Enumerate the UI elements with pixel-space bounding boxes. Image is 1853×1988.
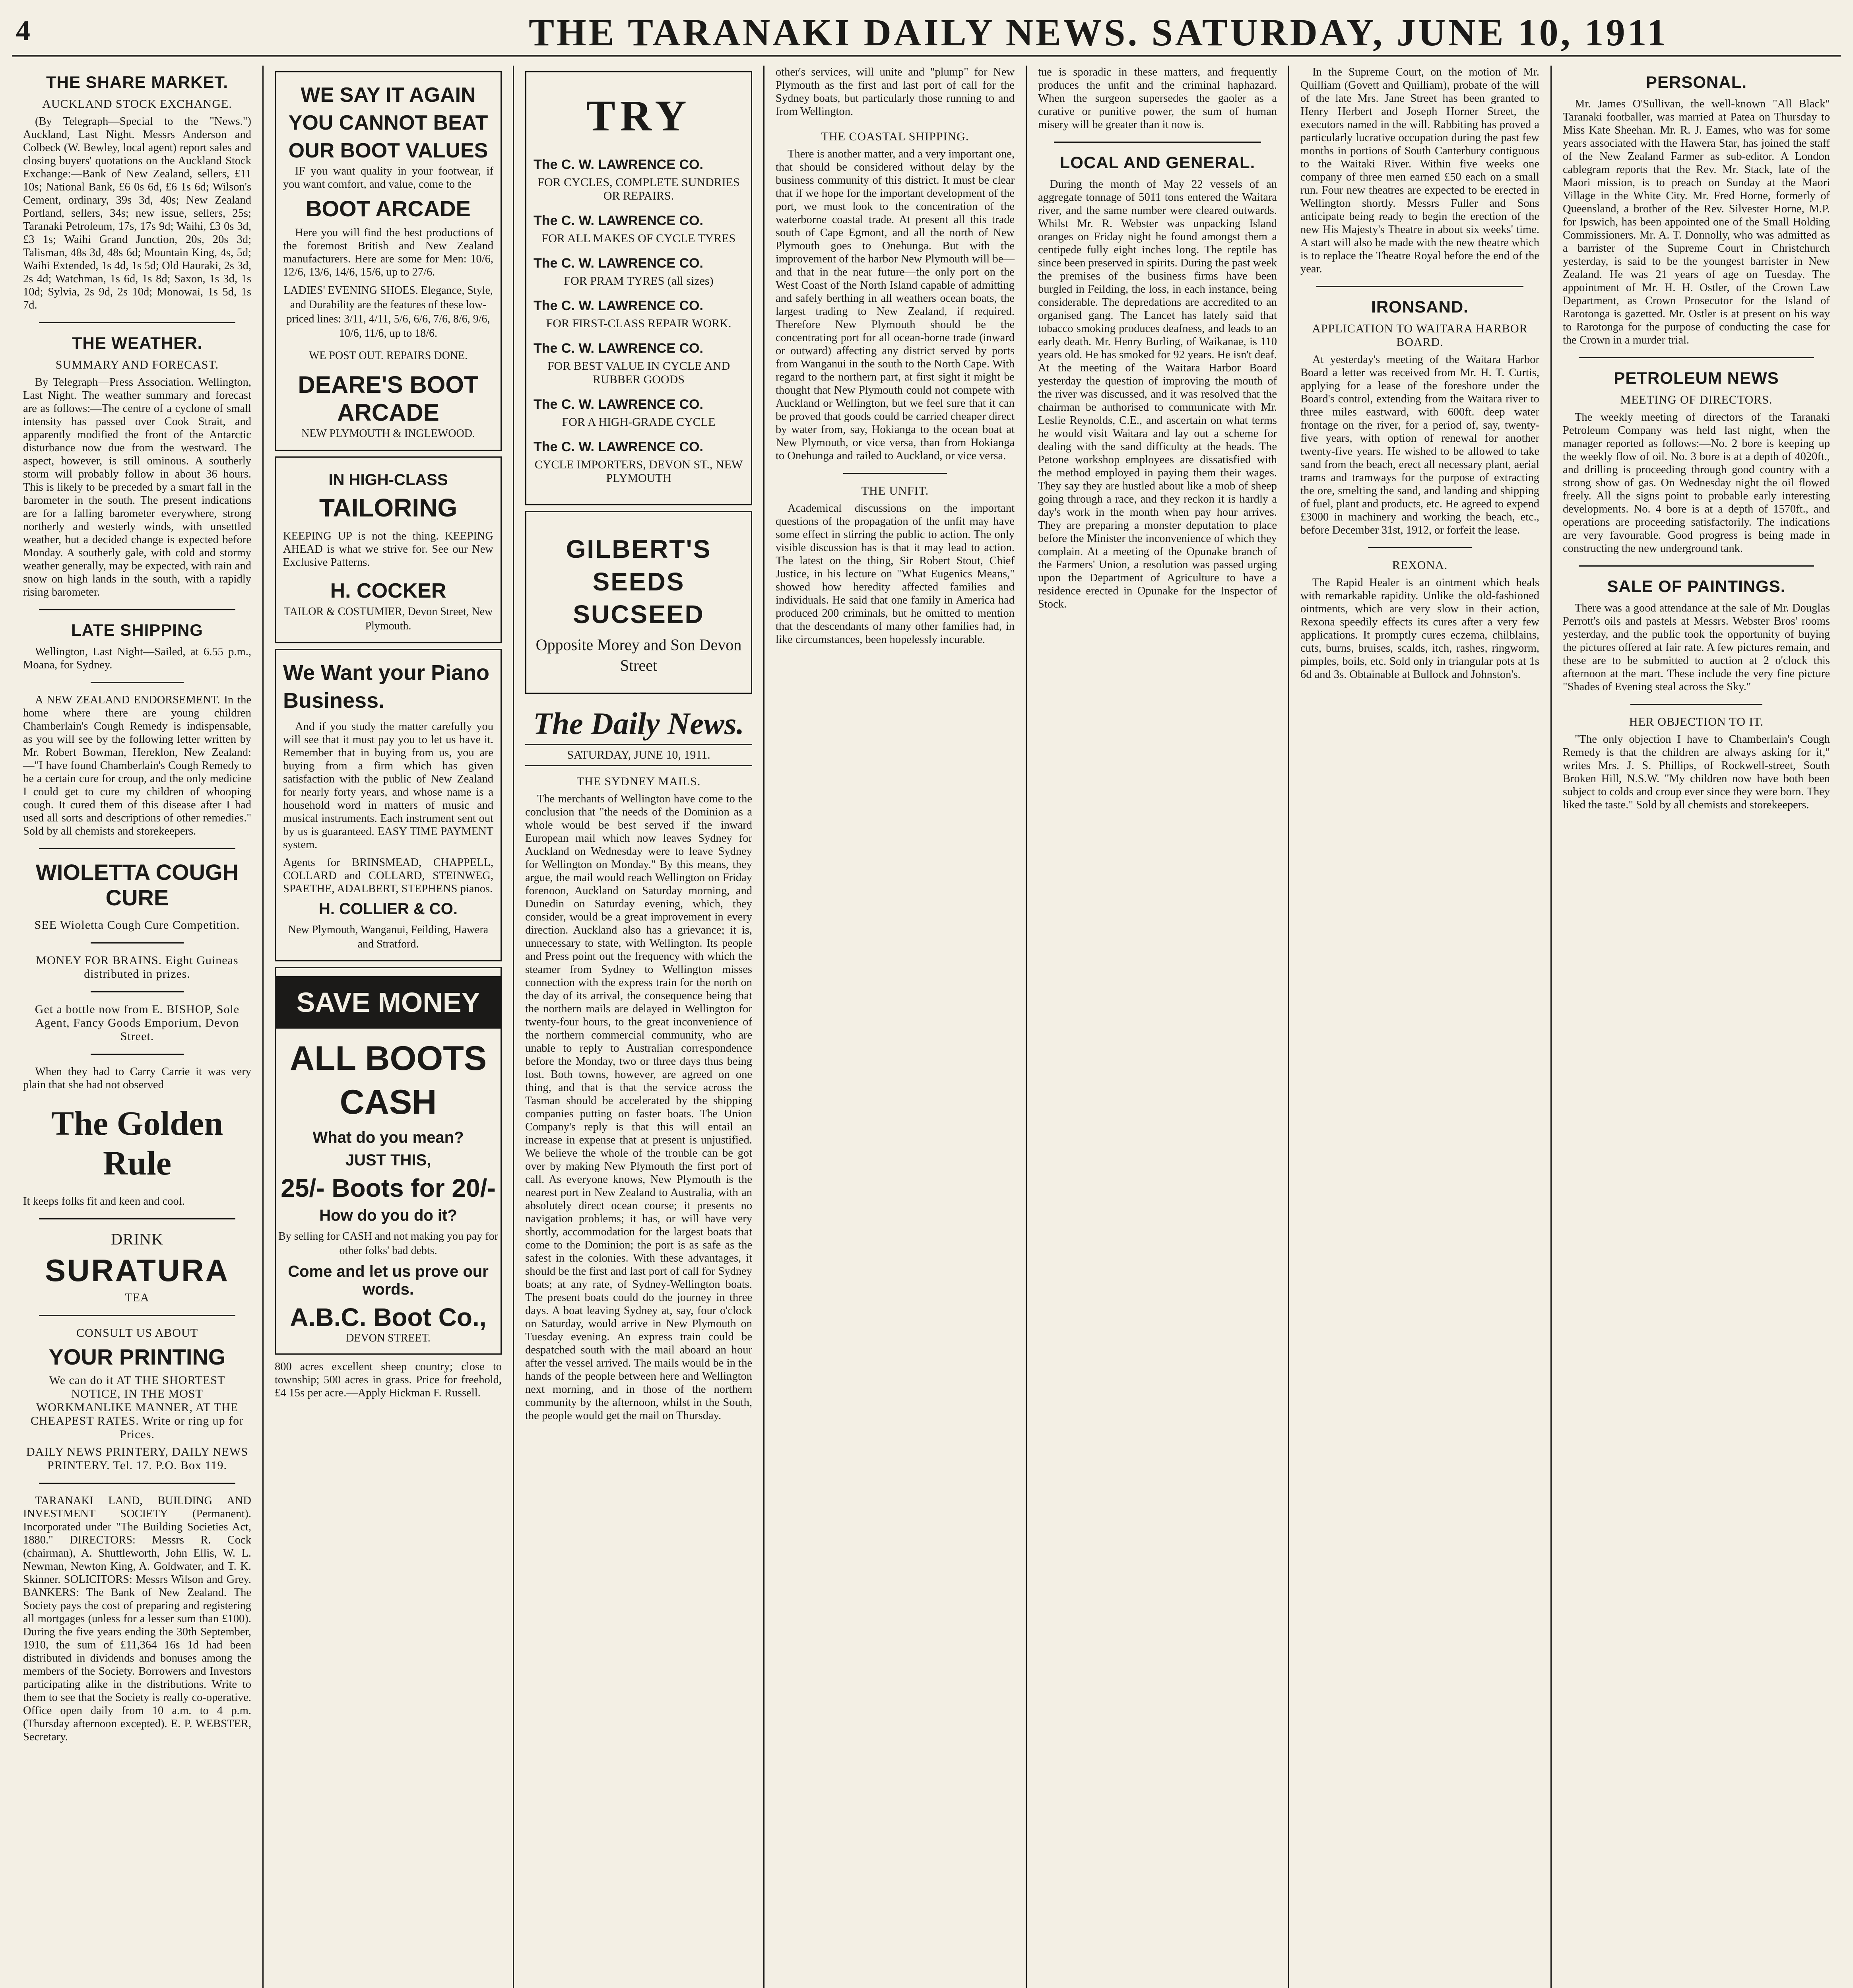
piano-agents: Agents for BRINSMEAD, CHAPPELL, COLLARD and COLLARD, STEINWEG, SPAETHE, ADALBERT, STEPHENS pianos. [283, 856, 493, 895]
bishop-agent: Get a bottle now from E. BISHOP, Sole Agent, Fancy Goods Emporium, Devon Street. [35, 1003, 240, 1043]
ironsand-heading: IRONSAND. [1371, 297, 1469, 316]
piano-ad [275, 649, 502, 961]
divider [1630, 704, 1762, 705]
daily-news-nameplate: The Daily News. [533, 706, 744, 741]
sell-for-cash: By selling for CASH and not making you pay for other folks' bad debts. [278, 1230, 498, 1257]
column-6 [1288, 66, 1550, 1988]
collier-subtitle: New Plymouth, Wanganui, Feilding, Hawera and Stratford. [288, 924, 489, 950]
late-shipping-heading: LATE SHIPPING [71, 621, 203, 639]
lawrence-item: FOR PRAM TYRES (all sizes) [564, 274, 714, 287]
piano-body: And if you study the matter carefully you will see that it must pay you to let us have it. Remember that in buying from us, you are buying from a firm which has given satisfaction with the public of New Zealand for nearly forty years, and whose name is a household word in matters of music and musical instruments. Each instrument sent out by us is guaranteed. EASY TIME PAYMENT system. [283, 720, 493, 851]
petroleum-body: The weekly meeting of directors of the Taranaki Petroleum Company was held last night, when the manager reported as follows:—No. 2 bore is keeping up the weekly flow of oil. No. 3 bore is at a depth of 4020ft., and drilling is proceeding through good country with a strong show of gas. On Wednesday night the oil flowed freely. All the signs point to probable early interesting developments. No. 4 bore is at a depth of 1570ft., and operations are proceeding satisfactorily. The indications are very favourable. Good progress is being made in constructing the new underground tank. [1563, 411, 1830, 555]
boot-arcade-ad [275, 71, 502, 451]
ladies-shoes: LADIES' EVENING SHOES. Elegance, Style, and Durability are the features of these low-priced lines: 3/11, 4/11, 5/6, 6/6, 7/6, 8/6, 9/6, 10/6, 11/6, up to 18/6. [283, 284, 493, 340]
divider [1054, 142, 1261, 143]
objection-heading: HER OBJECTION TO IT. [1629, 715, 1764, 728]
money-for-brains: MONEY FOR BRAINS. Eight Guineas distributed in prizes. [36, 954, 239, 980]
divider [843, 473, 947, 474]
divider [91, 1054, 184, 1055]
boot-intro: IF you want quality in your footwear, if you want comfort, and value, come to the [283, 165, 493, 190]
mails-continued: other's services, will unite and "plump" for New Plymouth as the first and last port of call for the Sydney boats, but particularly those running to and from Wellington. [776, 66, 1015, 118]
cocker-name: H. COCKER [330, 579, 446, 602]
deare-title: DEARE'S BOOT ARCADE [298, 371, 479, 426]
petroleum-subheading: MEETING OF DIRECTORS. [1620, 393, 1773, 406]
masthead [12, 7, 1841, 57]
piano-heading: We Want your Piano Business. [283, 661, 490, 712]
divider [39, 322, 235, 323]
golden-rule-sub: It keeps folks fit and keen and cool. [23, 1195, 185, 1208]
ironsand-body: At yesterday's meeting of the Waitara Harbor Board a letter was received from Mr. H. T. Curtis, applying for a lease of the foreshore under the Board's control, extending from the Waitara river to three miles eastward, with 600ft. deep water frontage on the river, for a period of, say, twenty-five years, with option of renewal for another twenty-five years. He wished to be allowed to take sand from the beach, erect all necessary plant, aerial trams and tramways for the purpose of extracting the ore, smelting the sand, and landing and shipping of fuel, plant and products, etc. He agreed to expend £3000 in machinery and working the beach, etc., before December 31st, 1912, or forfeit the lease. [1300, 353, 1539, 536]
printing-footer: DAILY NEWS PRINTERY, DAILY NEWS PRINTERY. Tel. 17. P.O. Box 119. [26, 1445, 248, 1472]
share-market-heading: THE SHARE MARKET. [46, 73, 229, 91]
unfit-continued: tue is sporadic in these matters, and frequently produces the unfit and the criminal haphazard. When the surgeon supersedes the gaoler as a curative or punitive power, the sum of human misery will be greater than it now is. [1038, 66, 1277, 131]
lawrence-item: FOR A HIGH-GRADE CYCLE [562, 415, 716, 429]
abc-subtitle: DEVON STREET. [346, 1332, 431, 1344]
wioletta-title: WIOLETTA COUGH CURE [35, 860, 239, 910]
divider [39, 1218, 235, 1219]
lawrence-item: FOR CYCLES, COMPLETE SUNDRIES OR REPAIRS. [537, 176, 740, 202]
rexona-heading: REXONA. [1392, 559, 1448, 572]
gilbert-title: GILBERT'S SEEDS SUCSEED [566, 535, 712, 629]
share-market-subheading: AUCKLAND STOCK EXCHANGE. [42, 97, 232, 111]
divider [91, 991, 184, 992]
just-this: JUST THIS, [345, 1151, 431, 1169]
weather-heading: THE WEATHER. [72, 334, 203, 352]
lawrence-name: The C. W. LAWRENCE CO. [534, 256, 703, 271]
abc-boot-ad [275, 967, 502, 1355]
try-heading: TRY [586, 91, 691, 140]
unfit-heading: THE UNFIT. [861, 484, 929, 497]
deare-subtitle: NEW PLYMOUTH & INGLEWOOD. [301, 427, 475, 440]
suratura-drink: DRINK [111, 1230, 163, 1248]
all-boots-cash: ALL BOOTS CASH [289, 1039, 487, 1121]
printing-heading: YOUR PRINTING [49, 1344, 226, 1369]
share-market-body: (By Telegraph—Special to the "News.") Auckland, Last Night. Messrs Anderson and Colbeck (W. Bewley, local agent) report sales and closing buyers' quotations on the Auckland Stock Exchange:—Bank of New Zealand, sellers, £11 10s; National Bank, £6 0s 6d, £6 1s 6d; Wilson's Cement, ordinary, 39s 3d, 40s; New Zealand Portland, sellers, 34s; new issue, sellers, 25s; Taranaki Petroleum, 17s, 17s 9d; Waihi, £3 0s 3d, £3 1s; Waihi Grand Junction, 20s, 20s 3d; Talisman, 48s 3d, 48s 6d; Mountain King, 4s, 5d; Waihi Extended, 1s 4d, 1s 5d; Old Hauraki, 2s 3d, 2s 4d; Watchman, 1s 6d, 1s 8d; Saxon, 1s 3d, 1s 10d; Sylvia, 2s 9d, 2s 10d; Monowai, 1s 5d, 1s 7d. [23, 115, 251, 311]
abc-boot-name: A.B.C. Boot Co., [290, 1303, 487, 1332]
divider [39, 1315, 235, 1316]
suratura-tea: TEA [125, 1291, 149, 1304]
divider [1579, 565, 1814, 567]
personal-body: Mr. James O'Sullivan, the well-known "All Black" Taranaki footballer, was married at Patea on Thursday to Miss Kate Sheehan. Mr. R. J. Eames, who was for some years associated with the Hawera Star, has joined the staff of the New Zealand Farmer as sub-editor. A London cablegram reports that the Rev. Mr. Stack, late of the Maori mission, is to preach on Sunday at the Maori Village in the White City. Mr. Fred Horne, formerly of Queensland, a brother of the Rev. Silvester Horne, M.P. for Ipswich, has been appointed one of the Small Holding Commissioners. Mr. A. T. Donnolly, who was admitted as a barrister of the Supreme Court in Christchurch yesterday, is said to be the youngest barrister in New Zealand. He was 21 years of age on Tuesday. The appointment of Mr. H. H. Ostler, of the Crown Law Department, as Crown Prosecutor for the Island of Rarotonga is gazetted. Mr. Ostler is at present on his way to Rarotonga for the purpose of conducting the case for the Crown in a murder trial. [1563, 98, 1830, 346]
column-1 [12, 66, 262, 1988]
editorial-dateline: SATURDAY, JUNE 10, 1911. [525, 744, 752, 766]
gilbert-subtitle: Opposite Morey and Son Devon Street [536, 636, 742, 674]
boot-body: Here you will find the best productions of the foremost British and New Zealand manufacturers. Here are some for Men: 10/6, 12/6, 13/6, 14/6, 15/6, up to 27/6. [283, 227, 493, 278]
local-general-continued: In the Supreme Court, on the motion of Mr. Quilliam (Govett and Quilliam), probate of the will of the late Mrs. Jane Street has been granted to Henry Herbert and Joseph Horner Street, the executors named in the will. Rabbiting has proved a particularly lucrative occupation during the past few months in portions of South Canterbury contiguous to the Waitaki River. Within five weeks one company of three men earned £50 each on a small run. Four new theatres are expected to be erected in Wellington shortly. Messrs Fuller and Sons anticipate being ready to begin the erection of the new His Majesty's Theatre in about six weeks' time. A start will also be made with the new theatre which is to replace the Theatre Royal before the end of the year. [1300, 66, 1539, 275]
collier-name: H. COLLIER & CO. [319, 900, 458, 918]
lawrence-ad [525, 71, 752, 505]
column-3 [513, 66, 763, 1988]
divider [1368, 547, 1472, 548]
lawrence-item: FOR ALL MAKES OF CYCLE TYRES [541, 232, 736, 245]
wioletta-subheading: SEE Wioletta Cough Cure Competition. [34, 918, 240, 932]
page-number: 4 [16, 15, 30, 47]
divider [39, 848, 235, 849]
lawrence-name: The C. W. LAWRENCE CO. [534, 341, 703, 356]
say-it-again-heading: WE SAY IT AGAIN YOU CANNOT BEAT OUR BOOT VALUES [288, 83, 488, 162]
coastal-shipping-body: There is another matter, and a very important one, that should be considered without delay by the business community of this district. It must be clear that if we hope for the important development of the port, we must look to the concentration of the waterborne coastal trade. At present all this trade south of Cape Egmont, and all the north of New Plymouth goes to Onehunga. But with the improvement of the harbor New Plymouth will be—and that in the near future—the only port on the West Coast of the North Island capable of admitting and safely berthing in all weathers ocean boats, the largest trading to New Zealand, if required. Therefore New Plymouth should be the concentrating port for all ocean-borne trade (inward or outward) affecting any district served by ports from Wanganui in the south to the North Cape. With regard to the northern part, at first sight it might be thought that New Plymouth could not compete with Auckland or Wellington, but we feel sure that it can be proved that goods could be carried cheaper direct by water from, say, Hokianga to the ocean boat at New Plymouth, or vice versa, than from Hokianga to Onehunga and railed to Auckland, or vice versa. [776, 148, 1015, 462]
printing-body: We can do it AT THE SHORTEST NOTICE, IN THE MOST WORKMANLIKE MANNER, AT THE CHEAPEST RATES. Write or ring up for Prices. [30, 1374, 244, 1441]
carrie-verse: When they had to Carry Carrie it was very plain that she had not observed [23, 1066, 251, 1091]
farm-ad: 800 acres excellent sheep country; close to township; 500 acres in grass. Price for freehold, £4 15s per acre.—Apply Hickman F. Russell. [275, 1361, 502, 1399]
tailoring-ad [275, 456, 502, 643]
lawrence-name: The C. W. LAWRENCE CO. [534, 213, 703, 228]
tailoring-body: KEEPING UP is not the thing. KEEPING AHEAD is what we strive for. See our New Exclusive Patterns. [283, 530, 493, 569]
coastal-shipping-heading: THE COASTAL SHIPPING. [821, 130, 969, 143]
column-2 [262, 66, 513, 1988]
lawrence-item: FOR FIRST-CLASS REPAIR WORK. [546, 317, 731, 330]
lawrence-item: CYCLE IMPORTERS, DEVON ST., NEW PLYMOUTH [534, 458, 743, 485]
column-7 [1550, 66, 1841, 1988]
objection-body: "The only objection I have to Chamberlain's Cough Remedy is that the children are always asking for it," writes Mrs. J. S. Phillips, of Rockwell-street, South Broken Hill, N.S.W. "My children now have both been subject to colds and croup ever since they were born. They liked the taste." Sold by all chemists and storekeepers. [1563, 733, 1830, 811]
building-society-body: TARANAKI LAND, BUILDING AND INVESTMENT SOCIETY (Permanent). Incorporated under "The Building Societies Act, 1880." DIRECTORS: Messrs R. Cock (chairman), A. Shuttleworth, John Ellis, W. L. Newman, Newton King, A. Goldwater, and T. K. Skinner. SOLICITORS: Messrs Wilson and Grey. BANKERS: The Bank of New Zealand. The Society pays the cost of preparing and registering all mortgages (unless for a lesser sum than £100). During the five years ending the 30th September, 1910, the sum of £11,364 16s 1d had been distributed in dividends and bonuses among the members of the Society. Borrowers and Investors participating alike in the distributions. Write to them to see that the Society is really co-operative. Office open daily from 10 a.m. to 4 p.m. (Thursday afternoon excepted). E. P. WEBSTER, Secretary. [23, 1495, 251, 1743]
cocker-subtitle: TAILOR & COSTUMIER, Devon Street, New Plymouth. [283, 606, 493, 632]
divider [39, 609, 235, 610]
boots-price: 25/- Boots for 20/- [281, 1174, 496, 1202]
paintings-body: There was a good attendance at the sale of Mr. Douglas Perrott's oils and pastels at Messrs. Webster Bros' rooms yesterday, and the public took the opportunity of buying the pictures offered at fair rate. A few pictures remain, and these are to be submitted to auction at 2 o'clock this afternoon at the mart. These include the very fine picture "Shades of Evening steal across the Sky." [1563, 602, 1830, 693]
unfit-body: Academical discussions on the important questions of the propagation of the unfit may have some effect in stirring the public to action. The only visible discussion has is that it may lead to action. The latest on the thing, Sir Robert Stout, Chief Justice, in his lecture on "What Eugenics Means," showed how heredity affected families and individuals. He said that one family in America had produced 200 criminals, but he omitted to mention that the descendants of many other families had, in like circumstances, been hopelessly incurable. [776, 502, 1015, 646]
late-shipping-body: Wellington, Last Night—Sailed, at 6.55 p.m., Moana, for Sydney. [23, 646, 251, 671]
gilbert-ad [525, 511, 752, 694]
divider [91, 942, 184, 944]
how-do-you-do-it: How do you do it? [319, 1207, 457, 1224]
ironsand-subheading: APPLICATION TO WAITARA HARBOR BOARD. [1312, 322, 1528, 349]
lawrence-item: FOR BEST VALUE IN CYCLE AND RUBBER GOODS [547, 359, 730, 386]
printing-consult: CONSULT US ABOUT [76, 1326, 198, 1340]
divider [91, 682, 184, 683]
local-general-heading: LOCAL AND GENERAL. [1059, 153, 1255, 172]
divider [1316, 286, 1523, 287]
lawrence-name: The C. W. LAWRENCE CO. [534, 157, 703, 172]
lawrence-list [534, 157, 744, 485]
divider [39, 1483, 235, 1484]
column-5 [1026, 66, 1288, 1988]
sydney-mails-body: The merchants of Wellington have come to the conclusion that "the needs of the Dominion as a whole would be best served if the inward European mail which now leaves Sydney for Auckland on Wednesday were to leave Sydney for Wellington on Monday." By this means, they argue, the mail would reach Wellington on Friday forenoon, Auckland on Saturday morning, and Dunedin on Saturday evening, which, they consider, would be a great improvement in every direction. Auckland also has a grievance; it is, unnecessary to state, with Wellington. Its people and Press point out the frequency with which the steamer from Sydney to Wellington misses connection with the express train for the north on the day of its arrival, the consequence being that the northern mails are delayed in Wellington for twenty-four hours, to the great inconvenience of the northern commercial community, who are unable to reply to Australian correspondence before the Monday, two or three days thus being lost. Both towns, however, are agreed on one thing, and that is that the service across the Tasman should be accelerated by the shipping companies putting on faster boats. The Union Company's reply is that this will entail an increase in expense that at present is unjustified. We believe the whole of the trouble can be got over by making New Plymouth the first port of call. As everyone knows, New Plymouth is the nearest port in New Zealand to Australia, with an absolutely direct ocean course; it presents no navigation problems; it has, or will have very shortly, accommodation for the largest boats that come to the Dominion; the port is as safe as the safest in the colonies. With these advantages, it should be the first and last port of call for Sydney boats; at any rate, of Sydney-Wellington boats. The present boats could do the journey in three days. A boat leaving Sydney at, say, four o'clock on Saturday, would arrive in New Plymouth on Tuesday evening. An express train could be despatched south with the mail aboard an hour after the vessel arrived. The mails would be in the hands of the people between here and Wellington next morning, and in those of the northern community by the afternoon, whilst in the South, the people would get the mail on Thursday. [525, 793, 752, 1422]
post-out: WE POST OUT. REPAIRS DONE. [309, 349, 468, 362]
endorsement-body: A NEW ZEALAND ENDORSEMENT. In the home where there are young children Chamberlain's Cough Remedy is indispensable, as you will see by the following letter written by Mr. Robert Bowman, Hereklon, New Zealand:—"I have found Chamberlain's Cough Remedy to be a certain cure for croup, and the only medicine I could get to cure my children of whooping cough. It cured them of this disease after I had used all sorts and descriptions of other remedies." Sold by all chemists and storekeepers. [23, 694, 251, 837]
suratura-title: SURATURA [45, 1253, 229, 1288]
personal-heading: PERSONAL. [1645, 73, 1747, 91]
lawrence-name: The C. W. LAWRENCE CO. [534, 298, 703, 313]
paintings-heading: SALE OF PAINTINGS. [1607, 577, 1786, 596]
save-money-banner: SAVE MONEY [276, 976, 501, 1029]
sydney-mails-heading: THE SYDNEY MAILS. [576, 775, 701, 788]
local-general-body: During the month of May 22 vessels of an aggregate tonnage of 5011 tons entered the Waitara river, and the same number were cleared outwards. Whilst Mr. R. Webster was unpacking Island oranges on Friday night he found amongst them a centipede fully eight inches long. The reptile has since been preserved in spirits. During the past week the premises of the business firms have been burgled in Feilding, the loss, in each instance, being considerable. The depredations are accredited to an organised gang. The Lancet has lately said that tobacco smoking produces deafness, and leads to an early death. Mr. Henry Burling, of Waikanae, is 110 years old. He has smoked for 92 years. He isn't deaf. At the meeting of the Waitara Harbor Board yesterday the question of improving the mouth of the river was discussed, and it was resolved that the chairman be authorised to communicate with Mr. Leslie Reynolds, C.E., and ascertain on what terms he would visit Waitara and lay out a scheme for dealing with the sand difficulty at the heads. The Petone workshop employees are dissatisfied with the method employed in paying them their wages. They say they are hustled about like a mob of sheep going through a race, and they reckon it is hardly a day's work in the month when pay hour arrives. They are preparing a monster deputation to place before the Minister the inconvenience of which they complain. At a meeting of the Opunake branch of the Farmers' Union, a resolution was passed urging upon the Department of Agriculture to have a residence erected in Opunake for the Inspector of Stock. [1038, 178, 1277, 610]
weather-body: By Telegraph—Press Association. Wellington, Last Night. The weather summary and forecast are as follows:—The centre of a cyclone of small intensity has passed over Cook Strait, and apparently modified the front of the Antarctic disturbance now due from the westward. The aspect, however, is still ominous. A southerly storm will probably follow in about 36 hours. This is likely to be preceded by a smart fall in the barometer in the south. The present indications are for a falling barometer everywhere, strong northerly and westerly winds, with unsettled weather, but a decided change is expected before Monday. A southerly gale, with cold and stormy weather generally, may be expected, with rain and snow on high lands in the south, with a rapidly rising barometer. [23, 376, 251, 598]
lawrence-name: The C. W. LAWRENCE CO. [534, 439, 703, 454]
weather-subheading: SUMMARY AND FORECAST. [55, 358, 219, 371]
divider [1579, 357, 1814, 358]
tailoring-heading: TAILORING [319, 493, 458, 522]
come-in: Come and let us prove our words. [288, 1263, 489, 1298]
column-4 [763, 66, 1026, 1988]
golden-rule-title: The Golden Rule [51, 1104, 223, 1182]
lawrence-name: The C. W. LAWRENCE CO. [534, 397, 703, 412]
page-title: THE TARANAKI DAILY NEWS. SATURDAY, JUNE 10, 1911 [529, 11, 1669, 54]
rexona-body: The Rapid Healer is an ointment which heals with remarkable rapidity. Unlike the old-fashioned ointments, which are very slow in their action, Rexona speedily effects its cures after a very few applications. It promptly cures eczema, chilblains, cuts, burns, bruises, scalds, itch, rashes, ringworm, pimples, boils, etc. Sold only in triangular pots at 1s 6d and 3s. Obtainable at Bullock and Johnston's. [1300, 577, 1539, 681]
tailoring-in: IN HIGH-CLASS [328, 471, 448, 489]
boot-arcade-title: BOOT ARCADE [306, 196, 471, 221]
petroleum-heading: PETROLEUM NEWS [1614, 369, 1779, 387]
what-do-you-mean: What do you mean? [312, 1129, 464, 1146]
